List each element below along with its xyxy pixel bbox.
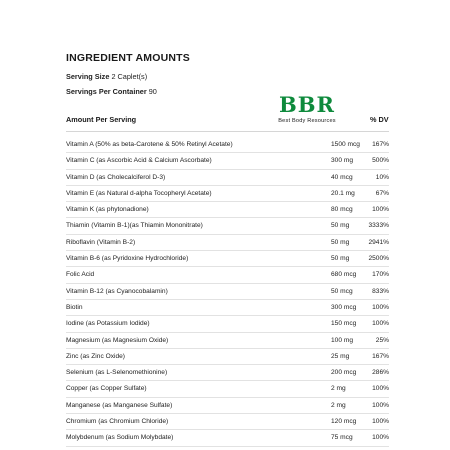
ingredient-daily-value: 2500% (368, 255, 389, 263)
ingredient-name: Iodine (as Potassium Iodide) (66, 320, 150, 328)
ingredient-amount: 80 mcg (331, 206, 353, 214)
servings-per-container-value: 90 (148, 87, 157, 96)
table-row (66, 316, 389, 332)
table-row (66, 267, 389, 283)
ingredient-daily-value: 167% (372, 141, 389, 148)
ingredient-name: Vitamin K (as phytonadione) (66, 206, 149, 214)
table-row (66, 381, 389, 397)
ingredient-amount: 300 mg (331, 157, 353, 165)
serving-size-label: Serving Size (66, 72, 110, 81)
ingredient-amount: 25 mg (331, 352, 350, 360)
ingredient-daily-value: 100% (372, 206, 389, 214)
table-row (66, 251, 389, 267)
ingredient-name: Manganese (as Manganese Sulfate) (66, 401, 173, 409)
ingredient-daily-value: 170% (372, 271, 389, 279)
ingredient-daily-value: 100% (372, 401, 389, 409)
table-row (66, 414, 389, 430)
table-row (66, 365, 389, 381)
servings-per-container-label: Servings Per Container (66, 87, 147, 96)
ingredient-amount: 20.1 mg (331, 189, 355, 197)
ingredient-name: Zinc (as Zinc Oxide) (66, 352, 125, 360)
logo-tagline: Best Body Resources (278, 118, 336, 124)
logo-letters: BBR (279, 92, 335, 117)
serving-size (66, 72, 147, 81)
ingredient-amount: 2 mg (331, 385, 346, 393)
table-row (66, 333, 389, 349)
ingredient-daily-value: 2941% (368, 238, 389, 246)
table-row (66, 235, 389, 251)
header-divider (66, 131, 389, 132)
table-row (66, 202, 389, 218)
ingredient-amount: 2 mg (331, 401, 346, 409)
table-row (66, 218, 389, 234)
ingredient-daily-value: 100% (372, 434, 389, 442)
ingredient-daily-value: 100% (372, 385, 389, 393)
ingredient-daily-value: 100% (372, 303, 389, 311)
ingredient-name: Vitamin B-6 (as Pyridoxine Hydrochloride) (66, 255, 189, 263)
ingredient-name: Folic Acid (66, 271, 95, 279)
table-row (66, 153, 389, 169)
ingredient-name: Vitamin E (as Natural d-alpha Tocopheryl Acetate) (66, 189, 212, 197)
table-row (66, 170, 389, 186)
ingredient-amount: 100 mg (331, 336, 353, 344)
table-row (66, 284, 389, 300)
ingredient-amount: 50 mcg (331, 287, 353, 295)
bbr-logo (270, 94, 344, 124)
ingredient-amount: 120 mcg (331, 418, 357, 426)
ingredient-amount: 40 mcg (331, 173, 353, 181)
ingredient-daily-value: 500% (372, 157, 389, 165)
amount-per-serving-header: Amount Per Serving (66, 115, 137, 124)
ingredient-amount: 200 mcg (331, 369, 357, 377)
ingredient-amount: 680 mcg (331, 271, 357, 279)
ingredient-amount: 50 mg (331, 255, 350, 263)
ingredient-name: Selenium (as L-Selenomethionine) (66, 369, 168, 377)
ingredient-amount: 150 mcg (331, 320, 357, 328)
servings-per-container (66, 87, 157, 96)
ingredient-daily-value: 100% (372, 320, 389, 328)
ingredient-amount: 1500 mcg (331, 141, 360, 148)
ingredient-daily-value: 3333% (368, 222, 389, 230)
ingredient-name: Vitamin D (as Cholecalciferol D-3) (66, 173, 166, 181)
table-row (66, 430, 389, 446)
ingredient-name: Biotin (66, 303, 83, 311)
page-title: INGREDIENT AMOUNTS (66, 52, 190, 64)
ingredient-name: Molybdenum (as Sodium Molybdate) (66, 434, 174, 442)
ingredient-daily-value: 833% (372, 287, 389, 295)
ingredient-amount: 50 mg (331, 238, 350, 246)
table-row (66, 137, 389, 153)
ingredient-name: Magnesium (as Magnesium Oxide) (66, 336, 169, 344)
table-row (66, 398, 389, 414)
ingredient-amount: 300 mcg (331, 303, 357, 311)
ingredient-daily-value: 286% (372, 369, 389, 377)
ingredient-name: Vitamin A (50% as beta-Carotene & 50% Retinyl Acetate) (66, 141, 233, 148)
ingredient-amount: 75 mcg (331, 434, 353, 442)
ingredient-table (66, 137, 389, 447)
ingredient-name: Riboflavin (Vitamin B-2) (66, 238, 136, 246)
table-row (66, 349, 389, 365)
ingredient-daily-value: 100% (372, 418, 389, 426)
ingredient-name: Thiamin (Vitamin B-1)(as Thiamin Mononitrate) (66, 222, 203, 230)
ingredient-name: Chromium (as Chromium Chloride) (66, 418, 169, 426)
table-row (66, 186, 389, 202)
daily-value-header: % DV (370, 115, 389, 124)
ingredient-amount: 50 mg (331, 222, 350, 230)
ingredient-name: Vitamin B-12 (as Cyanocobalamin) (66, 287, 168, 295)
ingredient-daily-value: 25% (375, 336, 389, 344)
table-row (66, 300, 389, 316)
ingredient-daily-value: 10% (375, 173, 389, 181)
ingredient-name: Vitamin C (as Ascorbic Acid & Calcium Ascorbate) (66, 157, 212, 165)
ingredient-daily-value: 67% (375, 189, 389, 197)
ingredient-name: Copper (as Copper Sulfate) (66, 385, 147, 393)
serving-size-value: 2 Caplet(s) (111, 72, 148, 81)
ingredient-daily-value: 167% (372, 352, 389, 360)
